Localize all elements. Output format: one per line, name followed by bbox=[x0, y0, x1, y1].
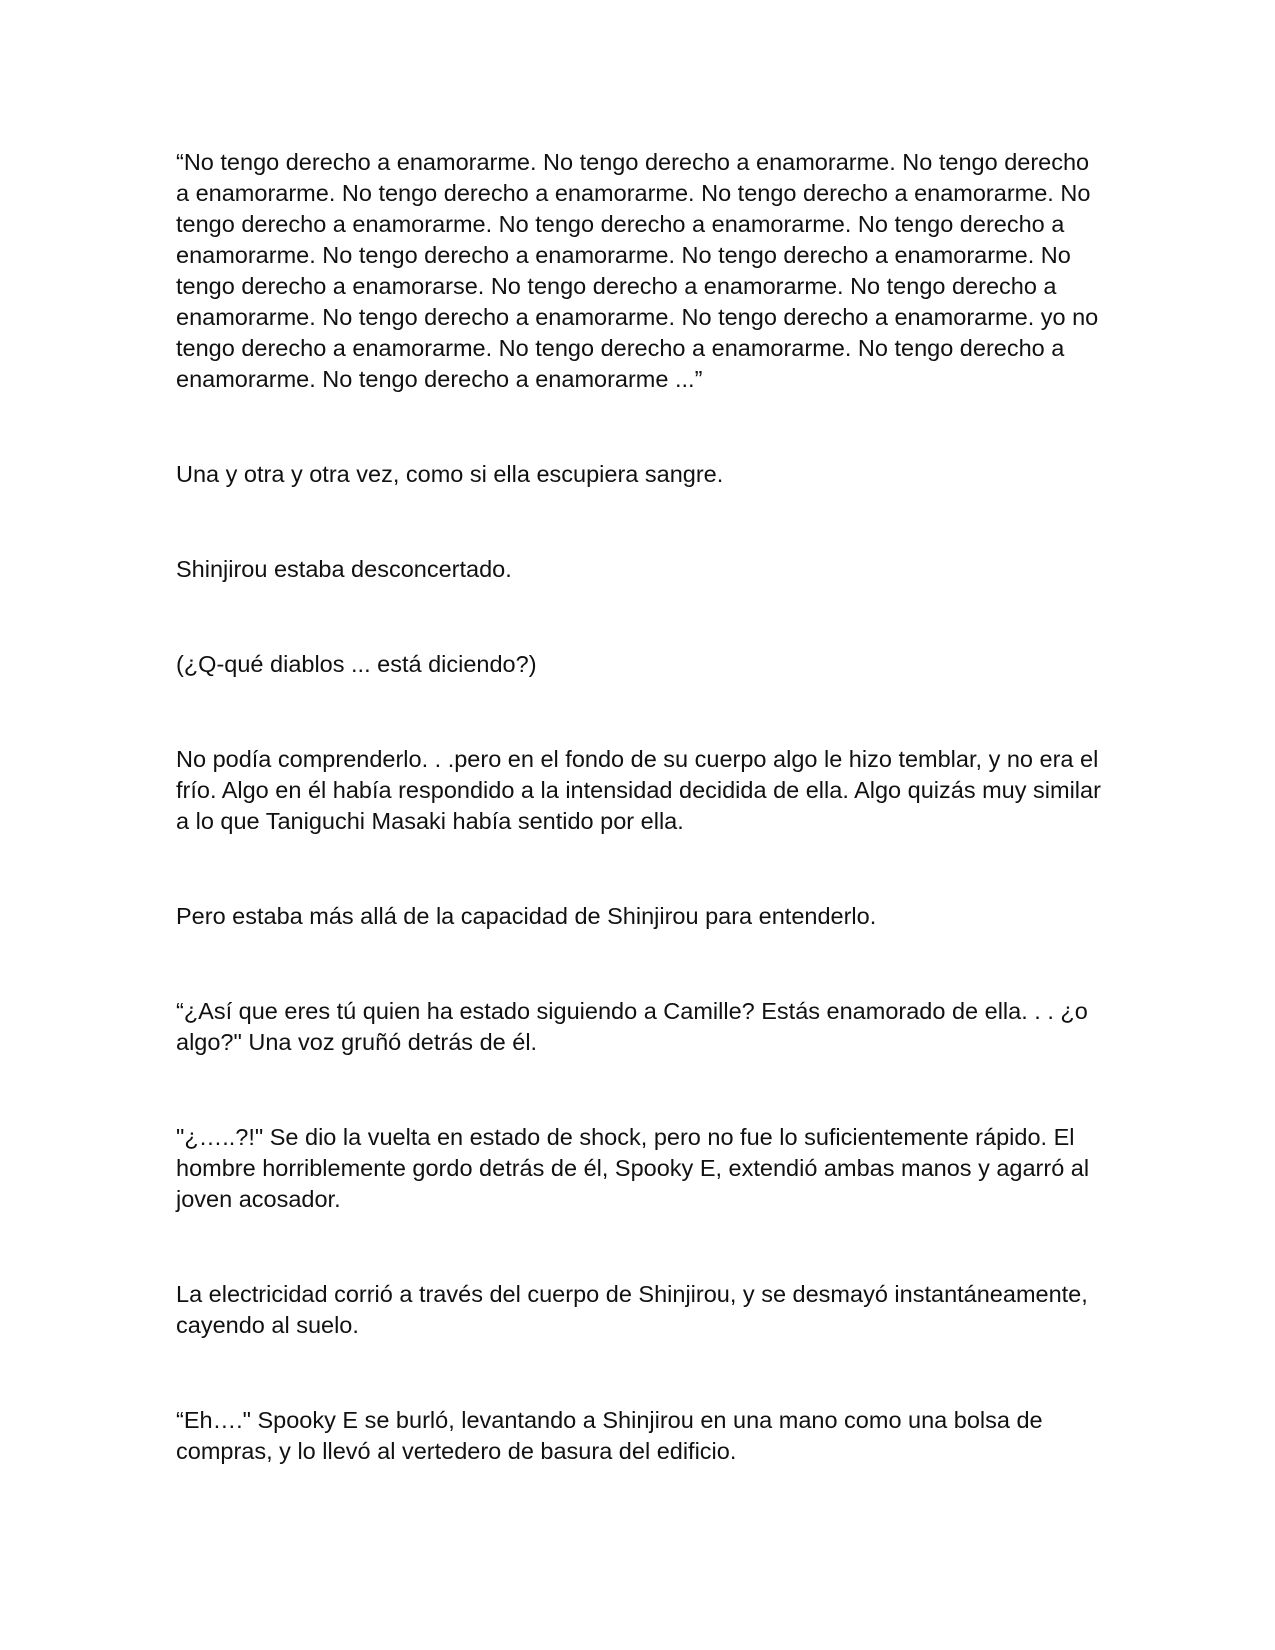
paragraph-inner-thought: (¿Q-qué diablos ... está diciendo?) bbox=[176, 651, 537, 677]
paragraph-beyond-capacity: Pero estaba más allá de la capacidad de Shinjirou para entenderlo. bbox=[176, 903, 877, 929]
body-text bbox=[176, 147, 1106, 1531]
paragraph-repeated-phrase: “No tengo derecho a enamorarme. No tengo derecho a enamorarme. No tengo derecho a enamorarme. No tengo derecho a enamorarme. No tengo derecho a enamorarme. No tengo derecho a enamorarme. No tengo derecho a enamorarme. No tengo derecho a enamorarme. No tengo derecho a enamorarme. No tengo derecho a enamorarme. No tengo derecho a enamorarse. No tengo derecho a enamorarme. No tengo derecho a enamorarme. No tengo derecho a enamorarme. No tengo derecho a enamorarme. yo no tengo derecho a enamorarme. No tengo derecho a enamorarme. No tengo derecho a enamorarme. No tengo derecho a enamorarme ...” bbox=[176, 149, 1099, 392]
paragraph-spooky-e-grabs: "¿…..?!" Se dio la vuelta en estado de shock, pero no fue lo suficientemente rápido. El hombre horriblemente gordo detrás de él, Spooky E, extendió ambas manos y agarró al joven acosador. bbox=[176, 1124, 1090, 1212]
paragraph-garbage-dump: “Eh…." Spooky E se burló, levantando a Shinjirou en una mano como una bolsa de compras, y lo llevó al vertedero de basura del edificio. bbox=[176, 1407, 1043, 1464]
paragraph-shinjirou-confused: Shinjirou estaba desconcertado. bbox=[176, 556, 512, 582]
paragraph-could-not-understand: No podía comprenderlo. . .pero en el fondo de su cuerpo algo le hizo temblar, y no era el frío. Algo en él había respondido a la intensidad decidida de ella. Algo quizás muy similar a lo que Taniguchi Masaki había sentido por ella. bbox=[176, 746, 1101, 834]
paragraph-spitting-blood: Una y otra y otra vez, como si ella escupiera sangre. bbox=[176, 461, 724, 487]
paragraph-electricity: La electricidad corrió a través del cuerpo de Shinjirou, y se desmayó instantáneamente, cayendo al suelo. bbox=[176, 1281, 1088, 1338]
paragraph-voice-growled: “¿Así que eres tú quien ha estado siguiendo a Camille? Estás enamorado de ella. . . ¿o algo?" Una voz gruñó detrás de él. bbox=[176, 998, 1088, 1055]
